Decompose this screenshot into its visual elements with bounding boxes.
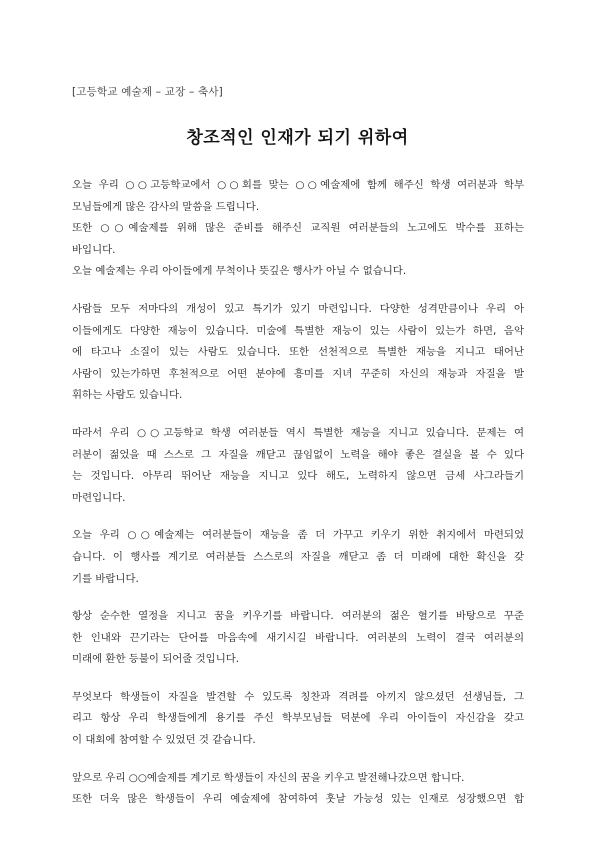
text-line: 에 타고나 소질이 있는 사람도 있습니다. 또한 선천적으로 특별한 재능을 지니고 태어난 — [72, 346, 524, 359]
text-line: 바입니다. — [72, 243, 116, 256]
text-line: 한 인내와 끈기라는 단어를 마음속에 새기시길 바랍니다. 여러분의 노력이 결국 여러분의 — [72, 631, 524, 644]
text-line: 마련입니다. — [72, 491, 126, 504]
text-line: 습니다. 이 행사를 계기로 여러분들 스스로의 자질을 깨닫고 좀 더 미래에 대한 확신을 갖 — [72, 550, 524, 563]
text-line: 또한 더욱 많은 학생들이 우리 예술제에 참여하여 훗날 가능성 있는 인재로 성장했으면 합 — [72, 793, 524, 806]
paragraph — [72, 525, 524, 590]
text-line: 리고 항상 우리 학생들에게 용기를 주신 학부모님들 덕분에 우리 아이들이 자신감을 갖고 — [72, 712, 524, 725]
text-line: 모님들에게 많은 감사의 말씀을 드립니다. — [72, 200, 260, 213]
document-body — [72, 175, 524, 827]
text-line: 항상 순수한 열정을 지니고 꿈을 키우기를 바랍니다. 여러분의 젊은 혈기를 바탕으로 꾸준 — [72, 610, 524, 623]
paragraph — [72, 606, 524, 671]
document-title: 창조적인 인재가 되기 위하여 — [186, 128, 409, 148]
paragraph — [72, 175, 524, 283]
text-line: 따라서 우리 ○○고등학교 학생 여러분들 역시 특별한 재능을 지니고 있습니다. 문제는 여 — [72, 426, 524, 439]
paragraph — [72, 687, 524, 752]
text-line: 오늘 우리 ○○고등학교에서 ○○회를 맞는 ○○예술제에 함께 해주신 학생 여러분과 학부 — [72, 179, 524, 191]
text-line: 미래에 환한 등불이 되어줄 것입니다. — [72, 653, 240, 666]
text-line: 사람이 있는가하면 후천적으로 어떤 분야에 흥미를 지녀 꾸준히 자신의 재능과 자질을 발 — [72, 367, 524, 380]
text-line: 앞으로 우리 ○○예술제를 계기로 학생들이 자신의 꿈을 키우고 발전해나갔으면 합니다. — [72, 771, 465, 784]
text-line: 이들에게도 다양한 재능이 있습니다. 미술에 특별한 재능이 있는 사람이 있는가 하면, 음악 — [72, 324, 524, 337]
text-line: 이 대회에 참여할 수 있었던 것 같습니다. — [72, 734, 256, 747]
paragraph — [72, 768, 524, 811]
text-line: 기를 바랍니다. — [72, 572, 139, 585]
paragraph — [72, 423, 524, 509]
text-line: 휘하는 사람도 있습니다. — [72, 389, 183, 402]
paragraph — [72, 299, 524, 407]
text-line: 오늘 우리 ○○예술제는 여러분들이 재능을 좀 더 가꾸고 키우기 위한 취지에서 마련되었 — [72, 529, 524, 542]
text-line: 무엇보다 학생들이 자질을 발견할 수 있도록 칭찬과 격려를 아끼지 않으셨던 선생님들, 그 — [72, 690, 524, 703]
text-line: 사람들 모두 저마다의 개성이 있고 특기가 있기 마련입니다. 다양한 성격만큼이나 우리 아 — [72, 302, 524, 315]
document-category: [고등학교 예술제 – 교장 – 축사] — [72, 86, 223, 98]
text-line: 는 것입니다. 아무리 뛰어난 재능을 지니고 있다 해도, 노력하지 않으면 금세 사그라들기 — [72, 470, 524, 483]
text-line: 러분이 젊었을 때 스스로 그 자질을 깨닫고 끊임없이 노력을 해야 좋은 결실을 볼 수 있다 — [72, 448, 524, 461]
text-line: 또한 ○○예술제를 위해 많은 준비를 해주신 교직원 여러분들의 노고에도 박수를 표하는 — [72, 222, 524, 235]
text-line: 오늘 예술제는 우리 아이들에게 무척이나 뜻깊은 행사가 아닐 수 없습니다. — [72, 265, 407, 278]
